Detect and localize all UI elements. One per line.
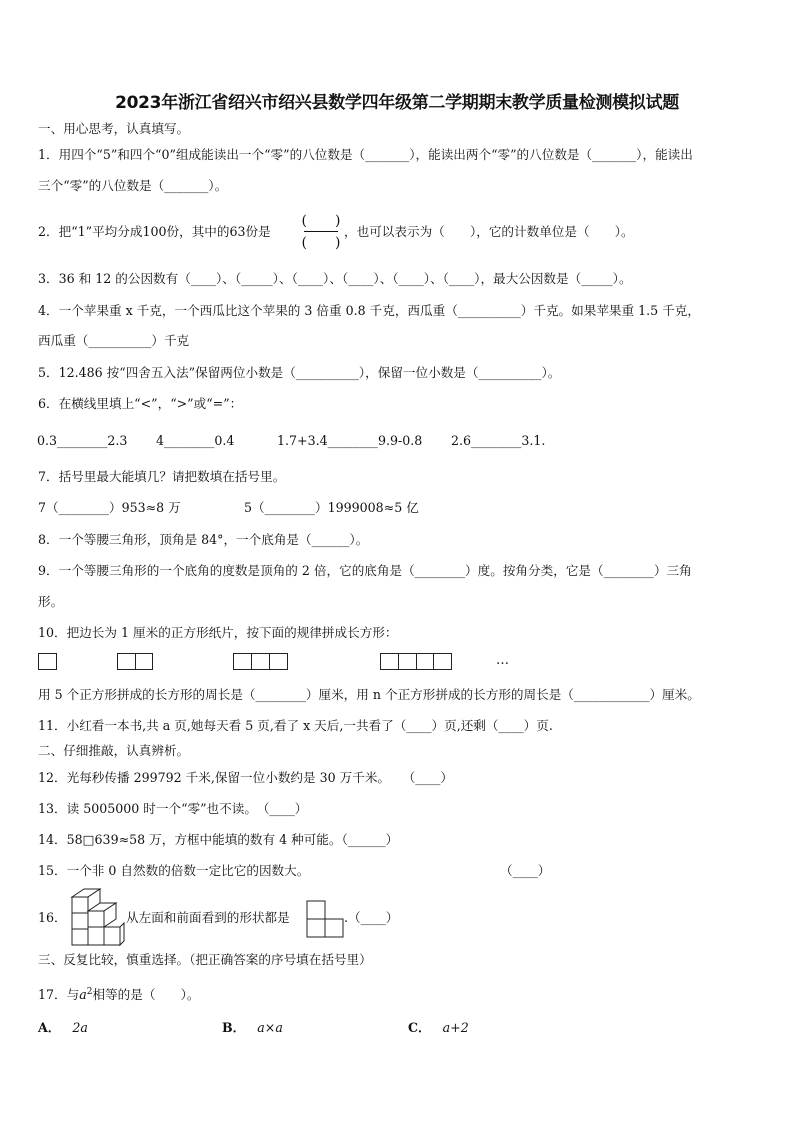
option-a-expr: 2a (72, 1020, 88, 1035)
option-c-expr: a+2 (442, 1020, 469, 1035)
estimate-item-1: 7（________）953≈8 万 (38, 500, 181, 515)
square-pattern-1 (38, 653, 57, 670)
section-heading-1: 一、用心思考，认真填写。 (38, 121, 190, 136)
question-15-blank: （____） (500, 863, 551, 878)
option-a-label: A． (38, 1020, 61, 1035)
question-15: 15．一个非 0 自然数的倍数一定比它的因数大。 (38, 863, 310, 878)
question-8: 8．一个等腰三角形，顶角是 84°，一个底角是（______）。 (38, 532, 369, 547)
comparison-item-3: 1.7+3.4________9.9-0.8 (277, 433, 423, 448)
cube-stack-figure (64, 887, 128, 949)
question-2-part-2: ，也可以表示为（ ），它的计数单位是（ ）。 (344, 224, 634, 239)
question-12: 12．光每秒传播 299792 千米,保留一位小数约是 30 万千米。 （____） (38, 770, 453, 785)
question-17-tail: 相等的是（ ）。 (92, 987, 200, 1003)
question-6: 6．在横线里填上“<”，“>”或“=”： (38, 396, 243, 411)
question-16-number: 16． (38, 910, 67, 925)
question-7: 7．括号里最大能填几？请把数填在括号里。 (38, 469, 286, 484)
estimate-item-2: 5（________）1999008≈5 亿 (244, 500, 419, 515)
option-b-label: B． (222, 1020, 246, 1035)
square-pattern-3 (233, 653, 288, 670)
square-pattern-2 (117, 653, 153, 670)
question-16-text: 从左面和前面看到的形状都是 (126, 910, 290, 925)
question-10-answer: 用 5 个正方形拼成的长方形的周长是（________）厘米，用 n 个正方形拼成的长方形的周长是（____________）厘米。 (38, 687, 700, 702)
question-4-line-2: 西瓜重（__________）千克 (38, 333, 190, 348)
option-c-label: C． (408, 1020, 431, 1035)
fraction-numerator: ( ) (301, 213, 341, 229)
option-b (222, 1020, 283, 1036)
section-heading-2: 二、仔细推敲，认真辨析。 (38, 743, 190, 758)
page-title: 2023年浙江省绍兴市绍兴县数学四年级第二学期期末教学质量检测模拟试题 (115, 93, 679, 113)
option-b-expr: a×a (257, 1020, 283, 1035)
comparison-item-4: 2.6________3.1. (451, 433, 546, 448)
comparison-item-1: 0.3________2.3 (37, 433, 128, 448)
question-2-part-1: 2．把“1”平均分成100份，其中的63份是 (38, 224, 271, 239)
option-a (38, 1020, 88, 1036)
fraction-blank (300, 210, 342, 252)
ellipsis: … (496, 653, 509, 668)
question-14: 14．58□639≈58 万，方框中能填的数有 4 种可能。（______） (38, 832, 399, 847)
section-heading-3: 三、反复比较，慎重选择。（把正确答案的序号填在括号里） (38, 952, 372, 967)
question-3: 3．36 和 12 的公因数有（____）、（_____）、（____）、（____）、（____）、（____），最大公因数是（_____）。 (38, 271, 632, 286)
question-9-line-1: 9．一个等腰三角形的一个底角的度数是顶角的 2 倍，它的底角是（________）度。按角分类，它是（________）三角 (38, 563, 692, 578)
exponent: 2 (86, 987, 93, 997)
question-17-prefix: 17．与 (38, 987, 80, 1003)
option-c (408, 1020, 469, 1036)
fraction-denominator: ( ) (301, 235, 341, 251)
question-16-tail: .（____） (344, 910, 399, 925)
question-5: 5．12.486 按“四舍五入法”保留两位小数是（__________），保留一位小数是（__________）。 (38, 365, 561, 380)
question-1-line-2: 三个“零”的八位数是（_______）。 (38, 178, 228, 193)
variable-a: a (79, 987, 87, 1003)
question-1-line-1: 1．用四个“5”和四个“0”组成能读出一个“零”的八位数是（_______），能读出两个“零”的八位数是（_______），能读出 (38, 147, 693, 162)
question-4-line-1: 4．一个苹果重 x 千克，一个西瓜比这个苹果的 3 倍重 0.8 千克，西瓜重（__________）千克。如果苹果重 1.5 千克， (38, 303, 700, 318)
question-17 (38, 984, 200, 1003)
comparison-item-2: 4________0.4 (156, 433, 235, 448)
question-9-line-2: 形。 (38, 594, 64, 609)
square-pattern-4 (380, 653, 452, 670)
view-shape-figure (306, 900, 346, 938)
question-10: 10．把边长为 1 厘米的正方形纸片，按下面的规律拼成长方形： (38, 625, 398, 640)
question-11: 11．小红看一本书,共 a 页,她每天看 5 页,看了 x 天后,一共看了（____）页,还剩（____）页. (38, 718, 553, 733)
question-13: 13．读 5005000 时一个“零”也不读。 （____） (38, 801, 308, 816)
